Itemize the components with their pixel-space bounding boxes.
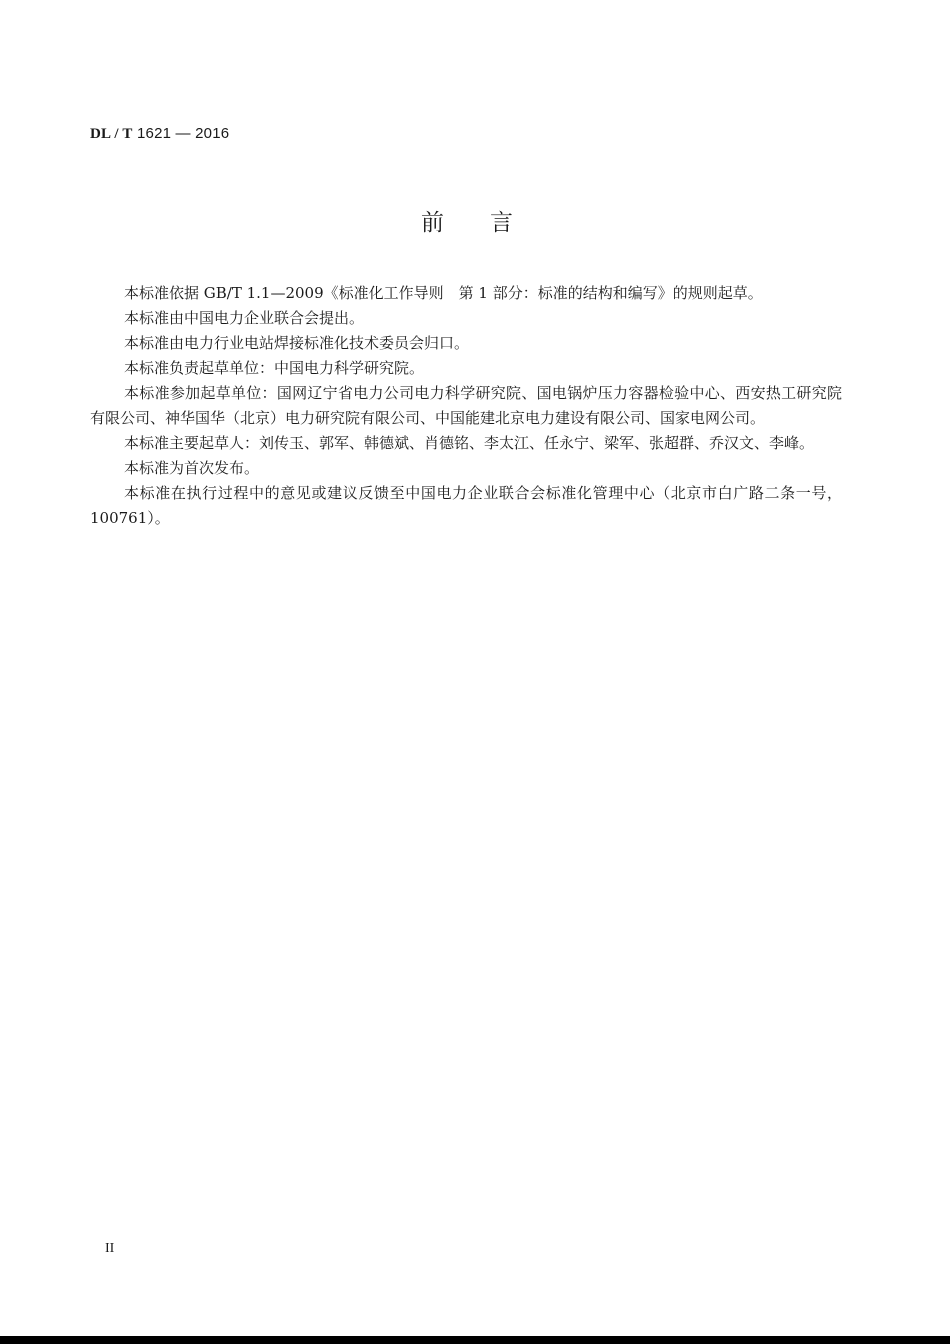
paragraph-proposer: 本标准由中国电力企业联合会提出。 xyxy=(124,309,365,327)
standard-code xyxy=(90,125,229,143)
foreword-body xyxy=(90,281,842,531)
paragraph-participating-units: 本标准参加起草单位：国网辽宁省电力公司电力科学研究院、国电锅炉压力容器检验中心、西安热工研究院有限公司、神华国华（北京）电力研究院有限公司、中国能建北京电力建设有限公司、国家电网公司。 xyxy=(90,384,842,427)
paragraph-drafting-rules: 本标准依据 GB/T 1.1—2009《标准化工作导则 第 1 部分：标准的结构和编写》的规则起草。 xyxy=(124,284,763,302)
paragraph-responsible-committee: 本标准由电力行业电站焊接标准化技术委员会归口。 xyxy=(124,334,470,352)
paragraph-lead-drafter: 本标准负责起草单位：中国电力科学研究院。 xyxy=(124,359,425,377)
paragraph-feedback: 本标准在执行过程中的意见或建议反馈至中国电力企业联合会标准化管理中心（北京市白广路二条一号，100761）。 xyxy=(90,484,842,527)
standard-code-prefix: DL / T xyxy=(90,126,133,142)
bottom-border xyxy=(0,1336,950,1344)
page-title: 前言 xyxy=(421,210,559,236)
standard-code-number: 1621 — 2016 xyxy=(137,125,230,142)
page-number: II xyxy=(105,1241,115,1256)
paragraph-main-drafters: 本标准主要起草人：刘传玉、郭军、韩德斌、肖德铭、李太江、任永宁、梁军、张超群、乔汉文、李峰。 xyxy=(124,434,815,452)
paragraph-first-release: 本标准为首次发布。 xyxy=(124,459,260,477)
